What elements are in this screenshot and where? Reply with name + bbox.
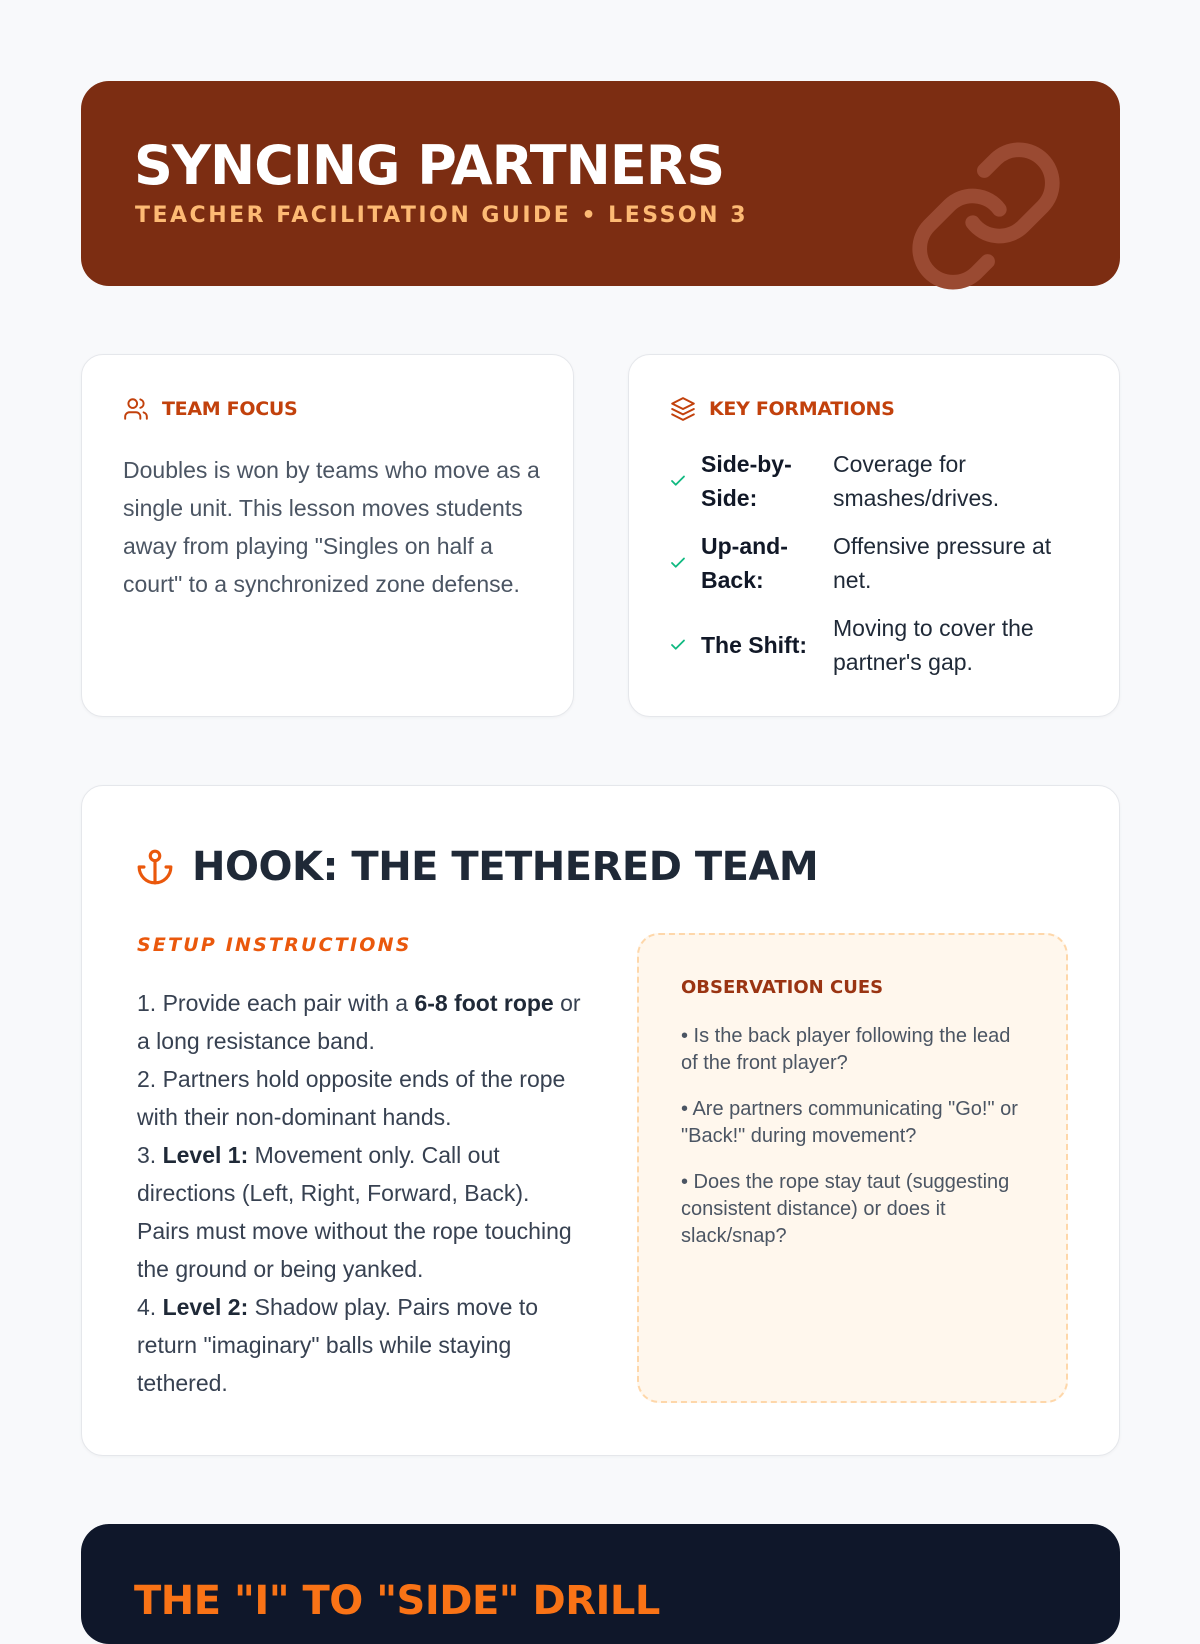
hook-card [81, 785, 1120, 1456]
team-focus-text: Doubles is won by teams who move as a single unit. This lesson moves students away from playing "Singles on half a court" to a synchronized zone defense. [123, 457, 540, 597]
step-text: 4. [137, 1294, 163, 1320]
formation-term: Side-by-Side: [701, 451, 792, 511]
observation-cues-label: OBSERVATION CUES [681, 977, 884, 998]
list-item: • Is the back player following the lead of the front player? [681, 1025, 1011, 1074]
formation-description: Offensive pressure at net. [833, 533, 1052, 593]
list-item: • Does the rope stay taut (suggesting consistent distance) or does it slack/snap? [681, 1171, 1010, 1247]
formation-term: Up-and-Back: [701, 533, 788, 593]
users-icon [122, 395, 150, 423]
formation-term: The Shift: [701, 632, 808, 658]
team-focus-label: TEAM FOCUS [162, 398, 298, 420]
step-text: Movement only. Call out directions (Left, Right, Forward, Back). Pairs must move without the rope touching the ground or being yanked. [137, 1142, 572, 1282]
setup-instructions [137, 984, 582, 1402]
formation-description: Moving to cover the partner's gap. [833, 615, 1034, 675]
key-formations-header [669, 395, 895, 423]
step-emphasis: 6-8 foot rope [414, 990, 554, 1016]
list-item [669, 611, 1089, 679]
drill-section [81, 1524, 1120, 1644]
step-emphasis: Level 1: [162, 1142, 249, 1168]
step-text: 1. Provide each pair with a [137, 990, 415, 1016]
observation-cues-box [637, 933, 1068, 1403]
step-text: 2. Partners hold opposite ends of the rope with their non-dominant hands. [137, 1066, 566, 1130]
link-icon [906, 136, 1066, 296]
observation-list [681, 1023, 1031, 1269]
key-formations-label: KEY FORMATIONS [709, 398, 895, 420]
page-title: SYNCING PARTNERS [134, 134, 725, 197]
check-icon [669, 472, 701, 490]
check-icon [669, 636, 701, 654]
list-item [669, 447, 1089, 515]
hook-header [136, 844, 818, 890]
page-subtitle: TEACHER FACILITATION GUIDE • LESSON 3 [135, 203, 749, 228]
list-item [669, 529, 1089, 597]
key-formations-card [628, 354, 1120, 717]
layers-icon [669, 395, 697, 423]
team-focus-header [122, 395, 297, 423]
setup-instructions-label: SETUP INSTRUCTIONS [137, 934, 412, 956]
formation-list [669, 447, 1089, 693]
anchor-icon [136, 848, 174, 886]
hook-title: HOOK: THE TETHERED TEAM [192, 844, 819, 890]
team-focus-card [81, 354, 574, 717]
formation-description: Coverage for smashes/drives. [833, 451, 1000, 511]
step-emphasis: Level 2: [162, 1294, 249, 1320]
step-text: Shadow play. Pairs move to return "imaginary" balls while staying tethered. [137, 1294, 539, 1396]
list-item: • Are partners communicating "Go!" or "Back!" during movement? [681, 1098, 1018, 1147]
step-text: or a long resistance band. [137, 990, 581, 1054]
step-text: 3. [137, 1142, 163, 1168]
lesson-header [81, 81, 1120, 286]
check-icon [669, 554, 701, 572]
drill-title: THE "I" TO "SIDE" DRILL [134, 1578, 660, 1624]
